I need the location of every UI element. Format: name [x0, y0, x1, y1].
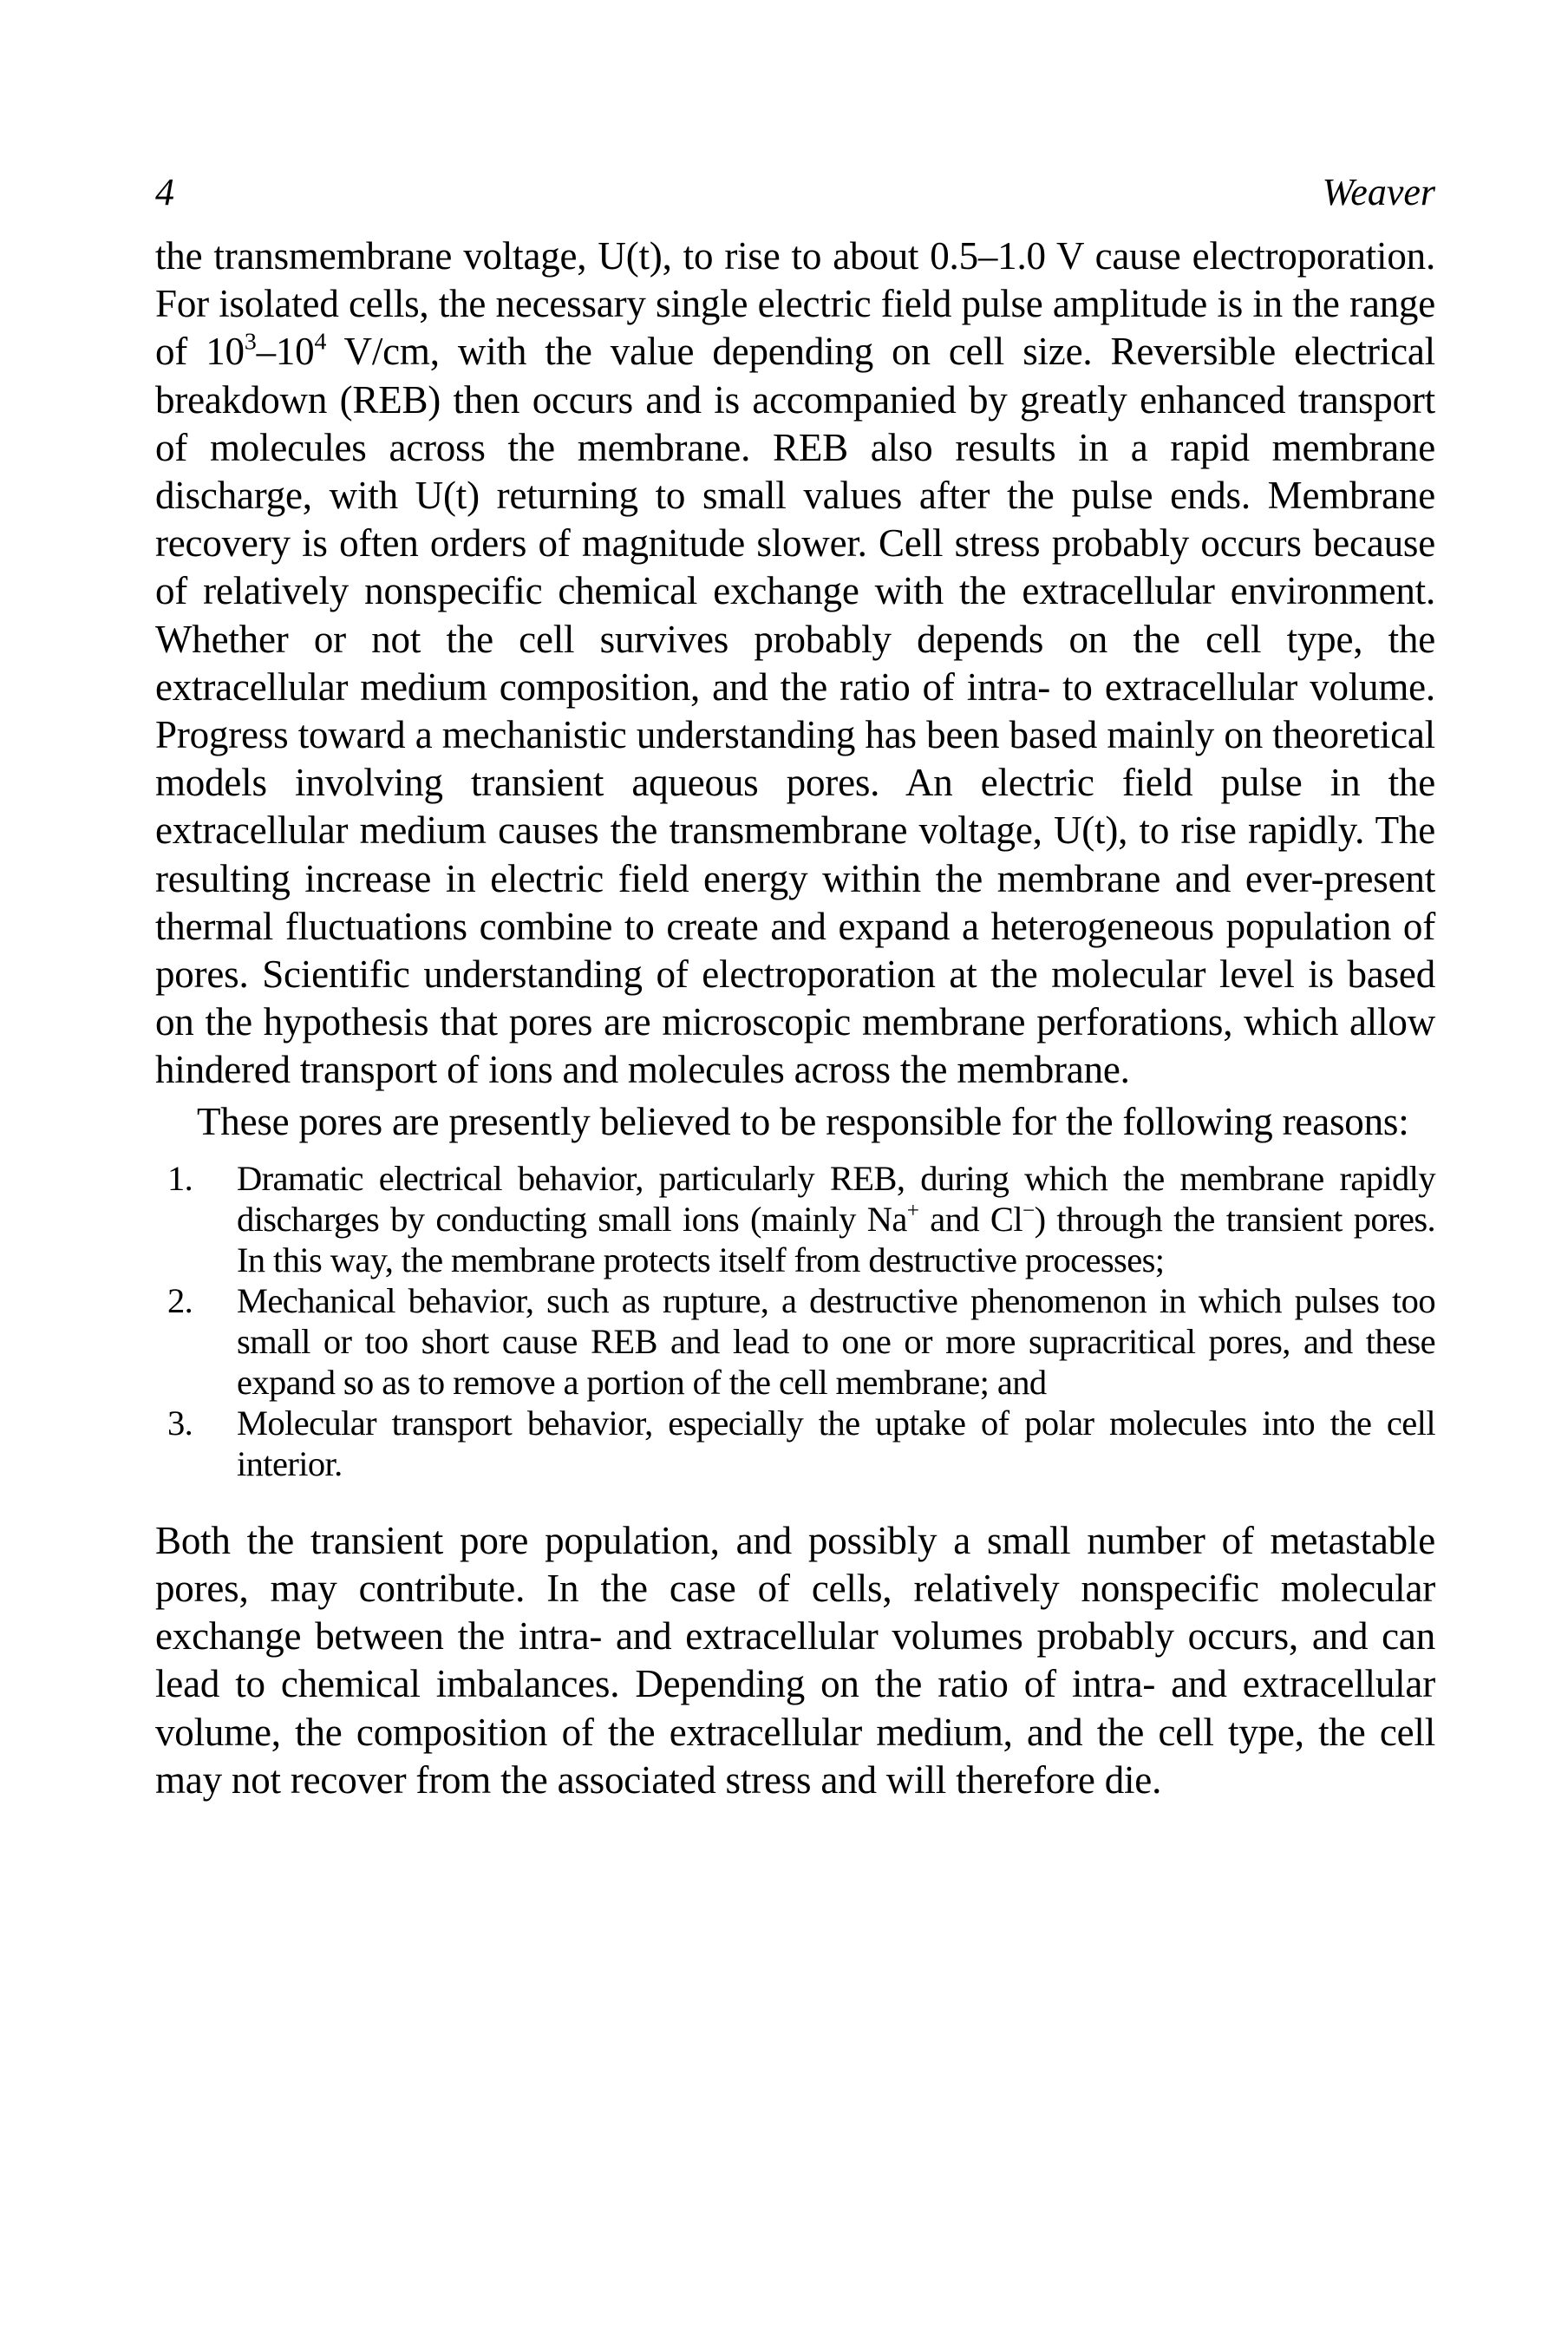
list-item-text-c: ) through the transient pores. In this way, the membrane protects itself from destructive processes; [237, 1199, 1436, 1279]
superscript-exponent-3: 3 [244, 329, 257, 357]
paragraph-2: These pores are presently believed to be responsible for the following reasons: [197, 1099, 1409, 1143]
paragraph-1-text-b: –10 [256, 330, 315, 374]
list-item-text: Molecular transport behavior, especially the uptake of polar molecules into the cell interior. [237, 1403, 1435, 1483]
list-item [155, 1403, 1435, 1484]
running-head: Weaver [1322, 171, 1435, 213]
list-item-number: 2. [167, 1280, 193, 1320]
list-item-text-b: and Cl [918, 1199, 1022, 1239]
list-item-number: 3. [167, 1403, 193, 1443]
list-item [155, 1280, 1435, 1403]
paragraph-1-text-a: the transmembrane voltage, U(t), to rise to about 0.5–1.0 V cause electroporation. For isolated cells, the necessary single electric field pulse amplitude is in the range of 10 [155, 234, 1435, 374]
superscript-exponent-4: 4 [314, 329, 327, 357]
body-text [155, 232, 1435, 1804]
page-number: 4 [155, 171, 174, 213]
paragraph-1 [155, 232, 1435, 1095]
reasons-list [155, 1158, 1435, 1484]
superscript-minus: − [1022, 1199, 1035, 1223]
paragraph-3: Both the transient pore population, and possibly a small number of metastable pores, may contribute. In the case of cells, relatively nonspecific molecular exchange between the intra- and extracellular volumes probably occurs, and can lead to chemical imbalances. Depending on the ratio of intra- and extracellular volume, the composition of the extracellular medium, and the cell type, the cell may not recover from the associated stress and will therefore die. [155, 1518, 1435, 1802]
list-item [155, 1158, 1435, 1280]
list-item-text: Mechanical behavior, such as rupture, a destructive phenomenon in which pulses too small or too short cause REB and lead to one or more supracritical pores, and these expand so as to remove a portion of the cell membrane; and [237, 1280, 1435, 1402]
list-item-text-a: Dramatic electrical behavior, particularly REB, during which the membrane rapidly discharges by conducting small ions (mainly Na [237, 1158, 1435, 1239]
paragraph-1-text-c: V/cm, with the value depending on cell size. Reversible electrical breakdown (REB) then occurs and is accompanied by greatly enhanced transport of molecules across the membrane. REB also results in a rapid membrane discharge, with U(t) returning to small values after the pulse ends. Membrane recovery is often orders of magnitude slower. Cell stress probably occurs because of relatively nonspecific chemical exchange with the extracellular environment. Whether or not the cell survives probably depends on the cell type, the extracellular medium composition, and the ratio of intra- to extracellular volume. Progress toward a mechanistic understanding has been based mainly on theoretical models involving transient aqueous pores. An electric field pulse in the extracellular medium causes the transmembrane voltage, U(t), to rise rapidly. The resulting increase in electric field energy within the membrane and ever-present thermal fluctuations combine to create and expand a heterogeneous population of pores. Scientific understanding of electroporation at the molecular level is based on the hypothesis that pores are microscopic membrane perforations, which allow hindered transport of ions and molecules across the membrane. [155, 330, 1435, 1092]
page-header [155, 170, 1435, 222]
superscript-plus: + [906, 1199, 919, 1223]
list-item-number: 1. [167, 1158, 193, 1198]
